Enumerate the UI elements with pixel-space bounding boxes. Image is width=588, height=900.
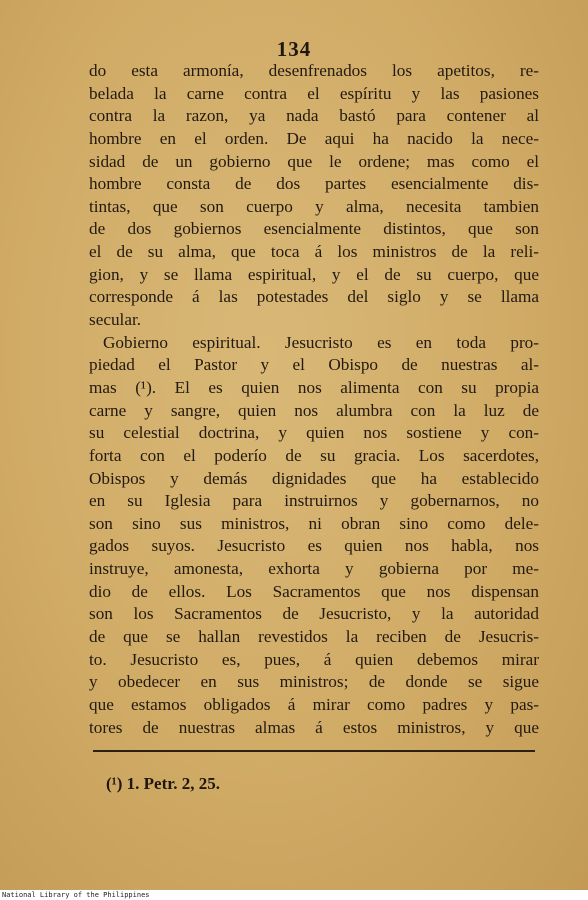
text-line: hombre en el orden. De aqui ha nacido la nece- — [89, 128, 539, 148]
text-line: Obispos y demás dignidades que ha establecido — [89, 468, 539, 488]
text-line: belada la carne contra el espíritu y las pasiones — [89, 83, 539, 103]
page-number: 134 — [276, 37, 312, 61]
text-line: son los Sacramentos de Jesucristo, y la autoridad — [89, 604, 539, 624]
text-line: en su Iglesia para instruirnos y gobernarnos, no — [89, 491, 539, 511]
text-line: su celestial doctrina, y quien nos sostiene y con- — [89, 423, 539, 443]
text-line: do esta armonía, desenfrenados los apetitos, re- — [89, 61, 539, 80]
text-line: secular. — [89, 310, 142, 330]
text-line: de dos gobiernos esencialmente distintos, que son — [89, 219, 539, 239]
text-line: son sino sus ministros, ni obran sino como dele- — [89, 513, 539, 533]
text-line: y obedecer en sus ministros; de donde se sigue — [89, 672, 539, 692]
text-line: que estamos obligados á mirar como padres y pas- — [89, 694, 539, 714]
text-line: to. Jesucristo es, pues, á quien debemos mirar — [89, 649, 539, 669]
text-line: piedad el Pastor y el Obispo de nuestras al- — [89, 355, 539, 375]
text-line: instruye, amonesta, exhorta y gobierna por me- — [89, 559, 539, 579]
text-line: contra la razon, ya nada bastó para contener al — [89, 106, 539, 126]
text-line: el de su alma, que toca á los ministros de la reli- — [89, 242, 539, 262]
footnote: (¹) 1. Petr. 2, 25. — [106, 774, 220, 793]
text-line: Gobierno espiritual. Jesucristo es en toda pro- — [103, 332, 539, 352]
text-line: dio de ellos. Los Sacramentos que nos dispensan — [89, 581, 539, 601]
text-line: forta con el poderío de su gracia. Los sacerdotes, — [89, 445, 539, 465]
footnote-divider — [93, 750, 535, 752]
text-line: gion, y se llama espiritual, y el de su cuerpo, que — [89, 264, 539, 284]
library-credit: National Library of the Philippines — [2, 891, 150, 899]
text-line: carne y sangre, quien nos alumbra con la luz de — [89, 400, 539, 420]
text-line: tores de nuestras almas á estos ministros, y que — [89, 717, 539, 737]
text-line: sidad de un gobierno que le ordene; mas como el — [89, 151, 539, 171]
text-line: tintas, que son cuerpo y alma, necesita tambien — [89, 196, 539, 216]
text-line: gados suyos. Jesucristo es quien nos habla, nos — [89, 536, 539, 556]
body-text — [89, 60, 539, 739]
text-line: mas (¹). El es quien nos alimenta con su propia — [89, 377, 539, 397]
text-line: corresponde á las potestades del siglo y se llama — [89, 287, 539, 307]
text-line: de que se hallan revestidos la reciben de Jesucris- — [89, 627, 539, 647]
text-line: hombre consta de dos partes esencialmente dis- — [89, 174, 539, 194]
